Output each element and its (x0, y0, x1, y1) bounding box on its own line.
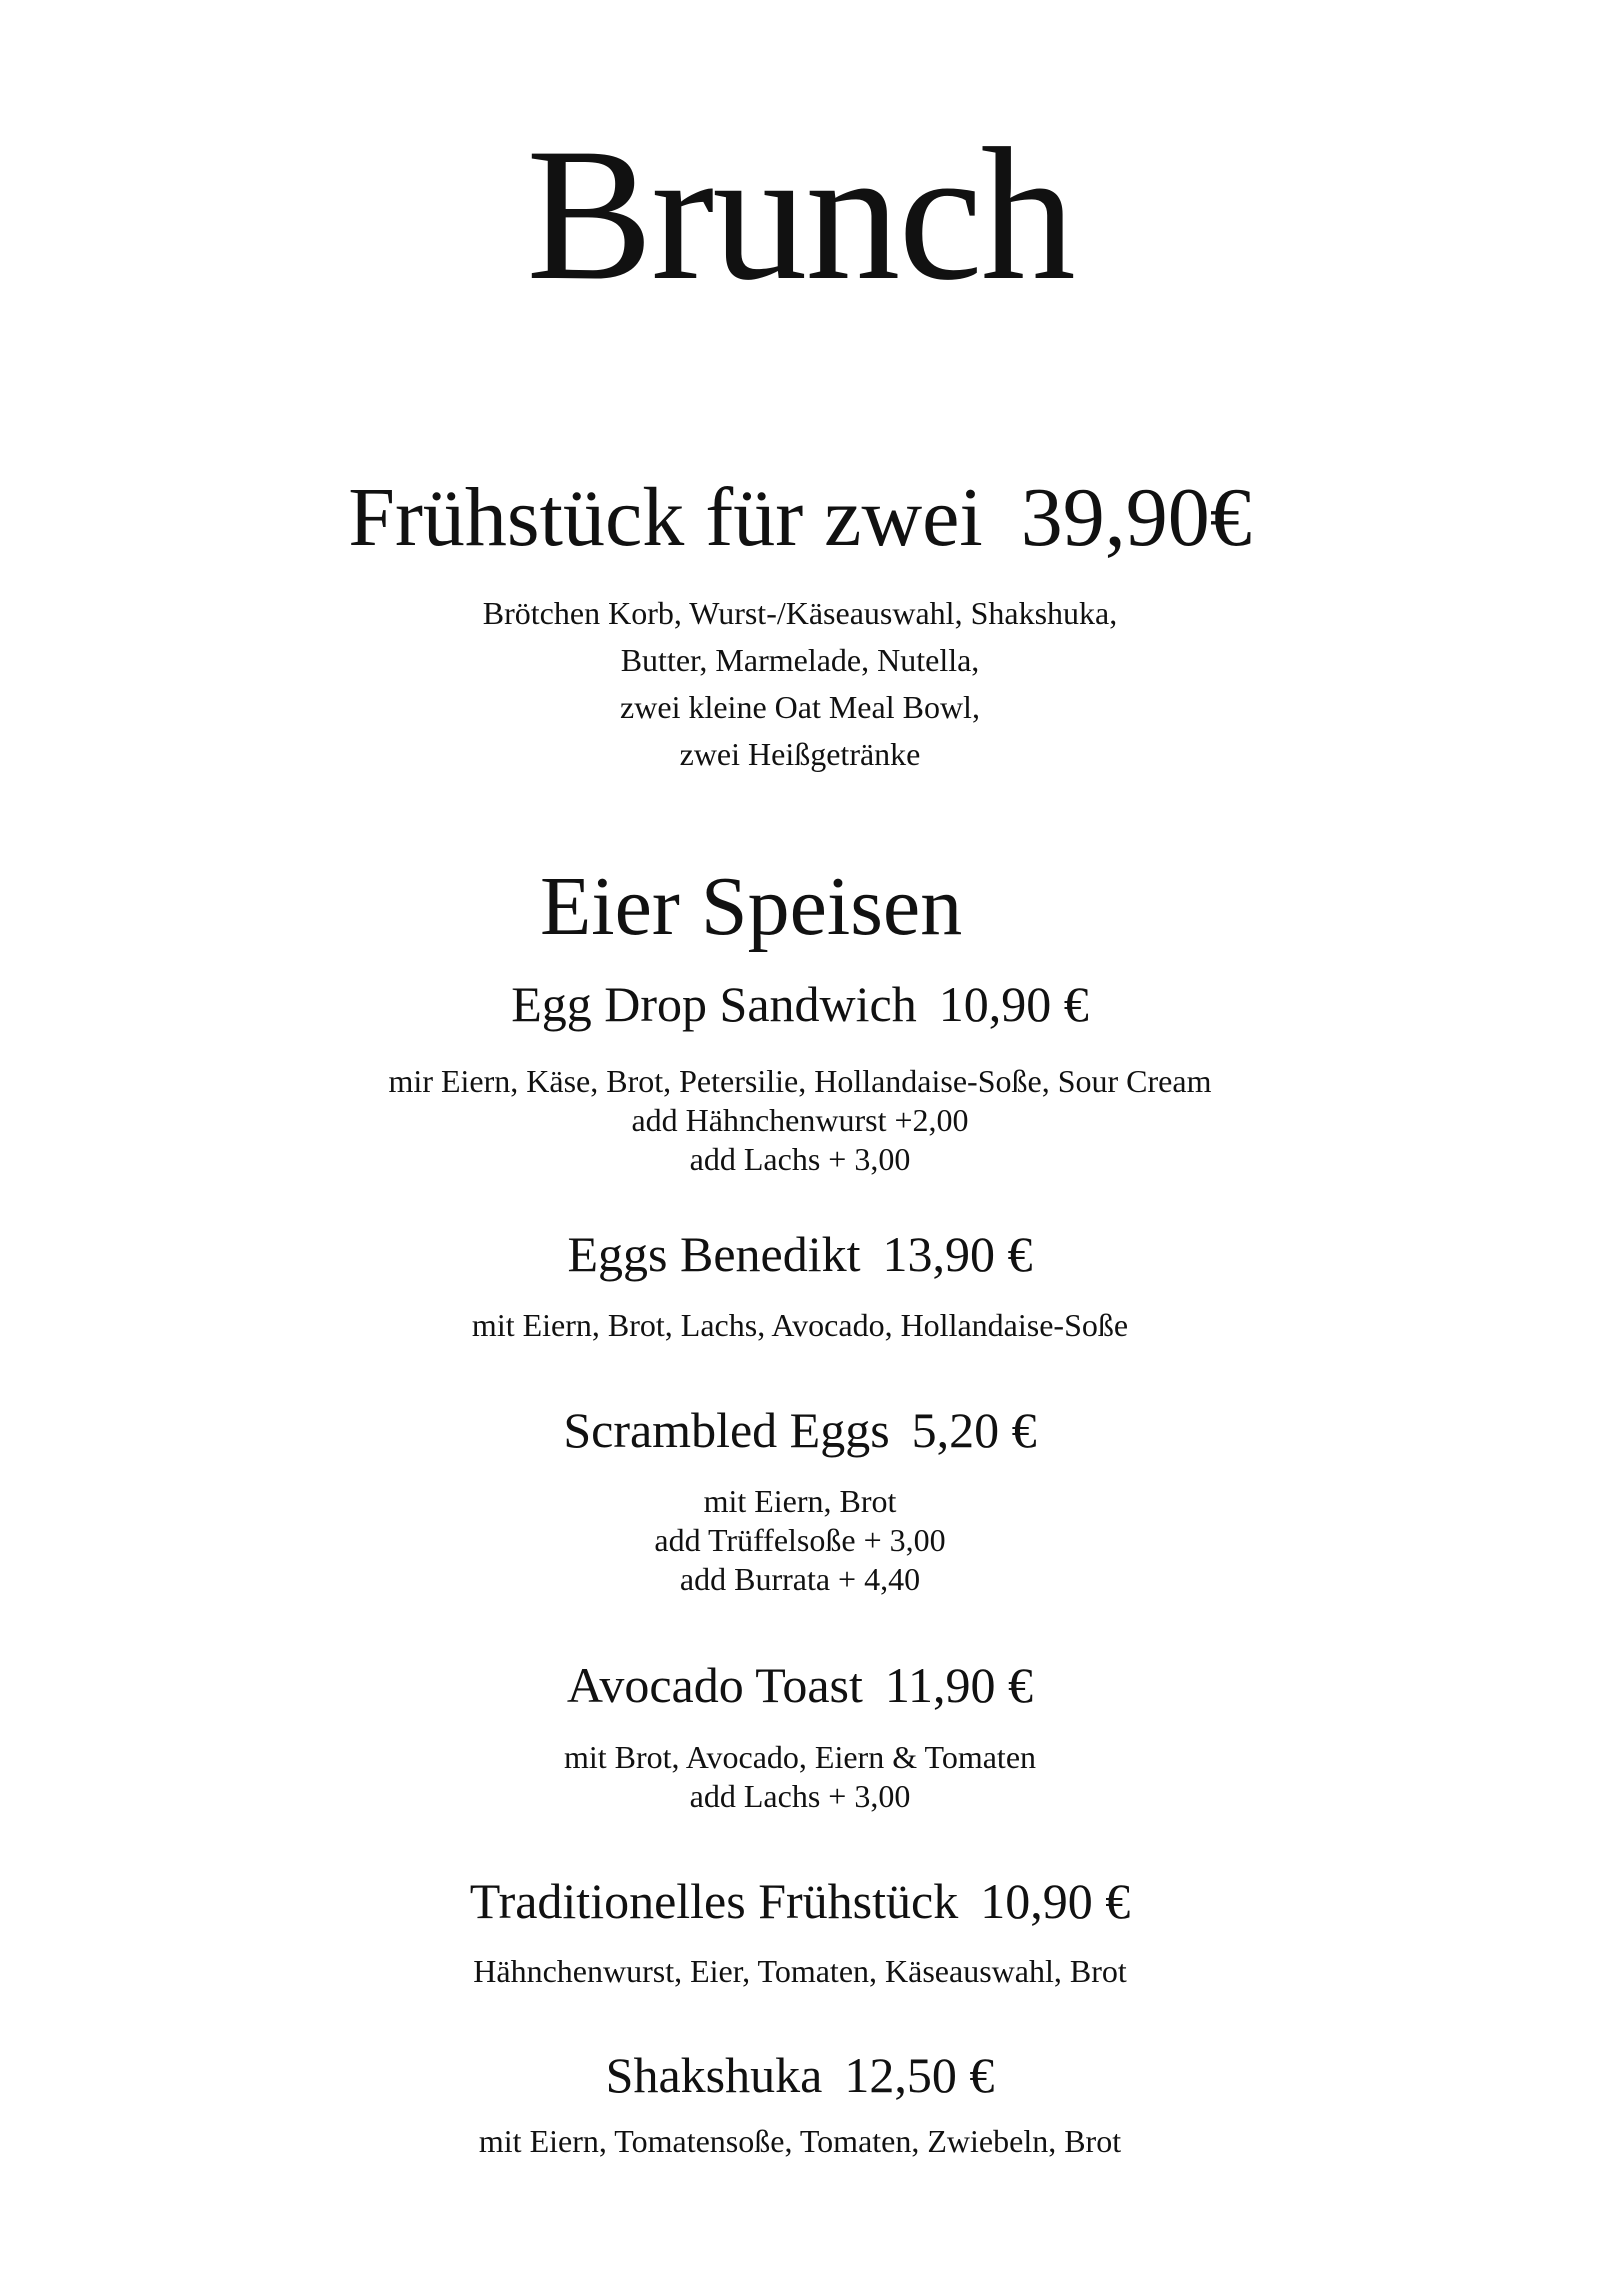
menu-title: Brunch (526, 110, 1074, 320)
menu-item-price: 10,90 € (938, 976, 1089, 1032)
menu-item-price: 10,90 € (980, 1873, 1131, 1929)
menu-item-desc-line: mit Eiern, Tomatensoße, Tomaten, Zwiebeln, Brot (478, 2123, 1122, 2159)
menu-item-heading (0, 1653, 1600, 1717)
menu-item-description (0, 1482, 1600, 1599)
menu-item-desc-line: add Lachs + 3,00 (689, 1141, 911, 1177)
menu-item-name: Eggs Benedikt (567, 1226, 861, 1282)
menu-item-name: Traditionelles Frühstück (469, 1873, 959, 1929)
menu-item-name: Egg Drop Sandwich (511, 976, 917, 1032)
featured-desc-line: Butter, Marmelade, Nutella, (620, 642, 980, 678)
menu-item-desc-line: mit Eiern, Brot (703, 1483, 897, 1519)
menu-item-desc-line: mir Eiern, Käse, Brot, Petersilie, Hollandaise-Soße, Sour Cream (388, 1063, 1212, 1099)
menu-item-desc-line: mit Brot, Avocado, Eiern & Tomaten (563, 1739, 1037, 1775)
menu-item-description (0, 2122, 1600, 2161)
featured-item-heading (0, 463, 1600, 573)
menu-item-desc-line: Hähnchenwurst, Eier, Tomaten, Käseauswahl, Brot (473, 1953, 1127, 1989)
menu-item-price: 5,20 € (911, 1402, 1037, 1458)
featured-desc-line: zwei kleine Oat Meal Bowl, (620, 689, 980, 725)
featured-item-name: Frühstück für zwei (348, 471, 983, 564)
section-heading: Eier Speisen (540, 860, 963, 953)
featured-item-price: 39,90€ (1020, 471, 1252, 564)
menu-item-description (0, 1738, 1600, 1816)
menu-item-desc-line: add Burrata + 4,40 (679, 1561, 921, 1597)
featured-item-description (0, 590, 1600, 778)
menu-item-heading (0, 2043, 1600, 2107)
featured-desc-line: Brötchen Korb, Wurst-/Käseauswahl, Shakshuka, (482, 595, 1118, 631)
menu-item-desc-line: add Hähnchenwurst +2,00 (631, 1102, 969, 1138)
menu-item-price: 13,90 € (882, 1226, 1033, 1282)
menu-item-heading (0, 1398, 1600, 1462)
menu-item-heading (0, 1222, 1600, 1286)
menu-item-price: 12,50 € (844, 2047, 995, 2103)
menu-item-price: 11,90 € (884, 1657, 1034, 1713)
menu-item-desc-line: add Trüffelsoße + 3,00 (654, 1522, 946, 1558)
menu-item-description (0, 1952, 1600, 1991)
menu-item-desc-line: add Lachs + 3,00 (689, 1778, 911, 1814)
menu-item-name: Avocado Toast (566, 1657, 863, 1713)
menu-item-description (0, 1306, 1600, 1345)
menu-item-name: Scrambled Eggs (563, 1402, 890, 1458)
menu-item-name: Shakshuka (605, 2047, 823, 2103)
menu-item-heading (0, 972, 1600, 1036)
featured-desc-line: zwei Heißgetränke (679, 736, 921, 772)
menu-item-description (0, 1062, 1600, 1179)
menu-item-heading (0, 1869, 1600, 1933)
menu-item-desc-line: mit Eiern, Brot, Lachs, Avocado, Hollandaise-Soße (471, 1307, 1129, 1343)
